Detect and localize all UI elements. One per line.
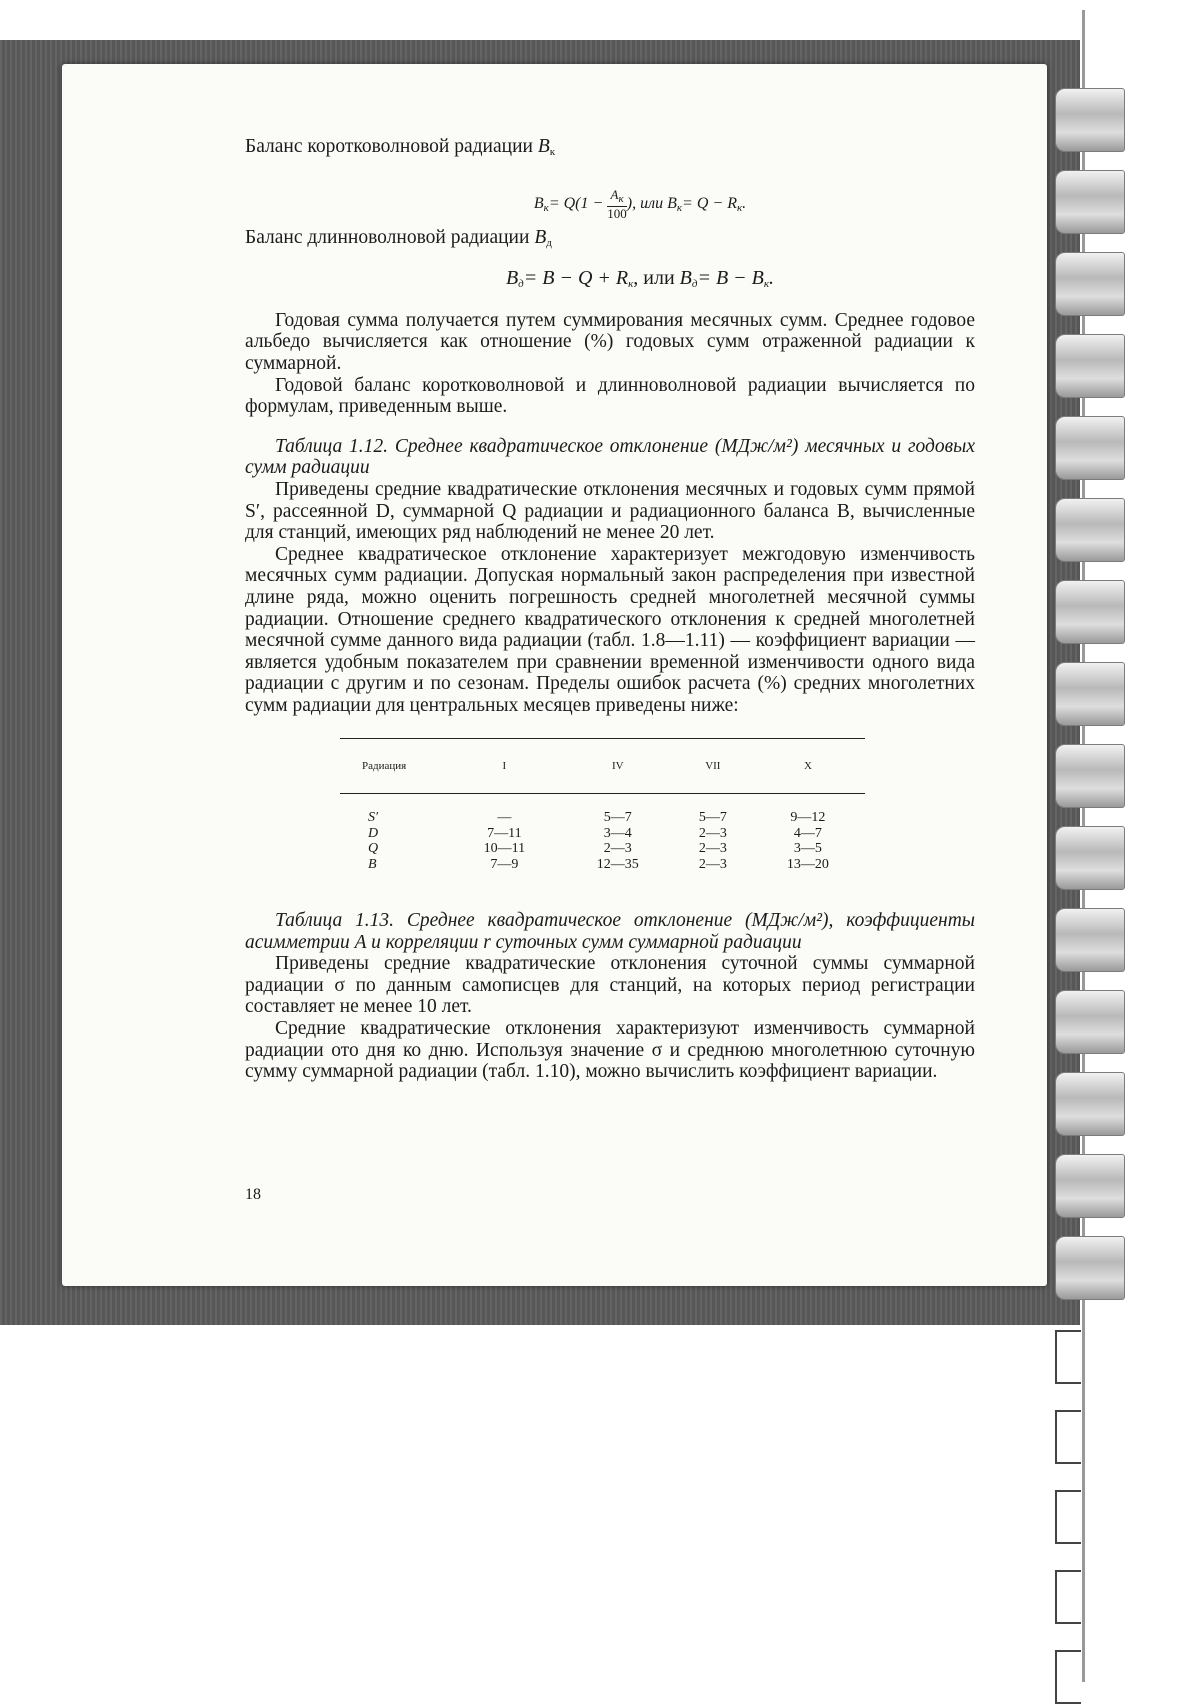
formula1-tail-sub: к xyxy=(736,201,743,214)
table-cell: 12—35 xyxy=(596,856,639,872)
longwave-symbol-subscript: д xyxy=(546,236,552,249)
table-row xyxy=(340,857,865,873)
table-cell: 10—11 xyxy=(483,841,526,857)
table-header-row xyxy=(340,739,865,794)
spacer xyxy=(245,872,975,910)
intro-longwave-text: Баланс длинноволновой радиации xyxy=(245,226,530,248)
shortwave-symbol-subscript: к xyxy=(549,146,556,158)
formula2-eq: = B − Q + R xyxy=(523,267,629,290)
formula2-end: . xyxy=(769,267,775,290)
shortwave-symbol: B xyxy=(537,136,550,157)
column-header-X: X xyxy=(751,739,865,794)
binding-ring xyxy=(1055,1154,1125,1218)
table-cell: 5—7 xyxy=(603,810,632,826)
formula1-eq: = Q(1 − xyxy=(548,194,608,212)
binding-clip xyxy=(1055,1650,1081,1704)
binding-clip xyxy=(1055,1330,1081,1384)
formula2-rhs-sub: д xyxy=(691,278,698,291)
binding-ring xyxy=(1055,252,1125,316)
longwave-symbol: B xyxy=(534,226,547,248)
formula2-lhs: B xyxy=(505,267,519,290)
binding-ring xyxy=(1055,826,1125,890)
formula1-frac-num: A xyxy=(610,186,619,202)
row-label: D xyxy=(368,825,379,841)
binding-ring xyxy=(1055,580,1125,644)
binding-clip xyxy=(1055,1570,1081,1624)
table-cell: 7—9 xyxy=(490,856,519,872)
column-header-VII: VII xyxy=(675,739,751,794)
spacer xyxy=(245,418,975,436)
binding-ring xyxy=(1055,1072,1125,1136)
formula1-lhs: B xyxy=(533,194,544,212)
binding-ring xyxy=(1055,334,1125,398)
formula2-mid: , или xyxy=(633,267,680,290)
formula2-rhs: B xyxy=(679,267,692,290)
table-1-12-caption: Таблица 1.12. Среднее квадратическое отклонение (МДж/м²) месячных и годовых сумм радиации xyxy=(245,435,975,479)
binding-ring xyxy=(1055,170,1125,234)
paragraph-1-12-description: Приведены средние квадратические отклонения месячных и годовых сумм прямой S′, рассеянной D, суммарной Q радиации и радиационного баланса B, вычисленные для станций, имеющих ряд наблюдений не менее 20 лет. xyxy=(245,478,975,544)
table-cell: 2—3 xyxy=(698,856,727,872)
formula1-mid: ), или xyxy=(626,194,668,212)
binding-ring xyxy=(1055,662,1125,726)
table-cell: 2—3 xyxy=(698,825,727,841)
binding-ring xyxy=(1055,88,1125,152)
table-row xyxy=(340,841,865,857)
formula1-rhs: B xyxy=(667,194,677,212)
paragraph-annual-sum: Годовая сумма получается путем суммирования месячных сумм. Среднее годовое альбедо вычисляется как отношение (%) годовых сумм отраженной радиации к суммарной. xyxy=(245,309,975,374)
formula1-end: . xyxy=(742,194,747,212)
formula1-rhs-sub: к xyxy=(676,201,683,214)
table-cell: 9—12 xyxy=(790,810,826,826)
error-limits-table xyxy=(340,738,865,872)
binding-clip xyxy=(1055,1490,1081,1544)
binding-ring xyxy=(1055,498,1125,562)
intro-shortwave-balance xyxy=(245,136,975,164)
table-cell: 3—4 xyxy=(603,825,632,841)
table-cell: 13—20 xyxy=(786,856,829,872)
formula1-fraction xyxy=(607,188,627,221)
column-header-radiation: Радиация xyxy=(340,739,448,794)
table-1-13-caption: Таблица 1.13. Среднее квадратическое отклонение (МДж/м²), коэффициенты асимметрии A и корреляции r суточных сумм суммарной радиации xyxy=(245,910,975,953)
binding-ring xyxy=(1055,416,1125,480)
table-cell: 2—3 xyxy=(603,841,632,857)
formula2-tail: = B − B xyxy=(697,267,764,290)
table-cell: 7—11 xyxy=(487,825,522,841)
table-cell: 4—7 xyxy=(793,825,822,841)
formula1-lhs-sub: к xyxy=(543,201,549,214)
formula-longwave-balance xyxy=(305,268,975,296)
binding-clip xyxy=(1055,1410,1081,1464)
paragraph-1-12-variability: Среднее квадратическое отклонение характеризует межгодовую изменчивость месячных сумм радиации. Допуская нормальный закон распределения при известной длине ряда, можно оценить погрешность средней многолетней месячной суммы радиации. Отношение среднего квадратического отклонения к средней многолетней месячной сумме данного вида радиации (табл. 1.8—1.11) — коэффициент вариации — является удобным показателем при сравнении временной изменчивости одного вида радиации с другим и по сезонам. Пределы ошибок расчета (%) средних многолетних сумм радиации для центральных месяцев приведены ниже: xyxy=(245,543,975,716)
formula2-tail-sub: к xyxy=(763,278,770,291)
row-label: Q xyxy=(368,841,379,857)
row-label: B xyxy=(368,856,377,872)
table-row xyxy=(340,794,865,826)
binding-ring xyxy=(1055,908,1125,972)
binding-ring xyxy=(1055,744,1125,808)
formula1-frac-den: 100 xyxy=(607,205,627,221)
formula1-frac-num-sub: к xyxy=(618,192,624,205)
intro-shortwave-text: Баланс коротковолновой радиации xyxy=(245,136,533,157)
paragraph-1-13-variability: Средние квадратические отклонения характеризуют изменчивость суммарной радиации ото дня ко дню. Используя значение σ и среднюю многолетнюю суточную сумму суммарной радиации (табл. 1.10), можно вычислить коэффициент вариации. xyxy=(245,1018,975,1083)
page-content xyxy=(245,136,975,1083)
table-row xyxy=(340,826,865,842)
formula1-tail: = Q − R xyxy=(682,194,737,212)
table-cell: 2—3 xyxy=(698,841,727,857)
formula2-eq-sub: к xyxy=(628,278,634,291)
intro-longwave-balance xyxy=(245,227,975,255)
binding-ring xyxy=(1055,990,1125,1054)
column-header-IV: IV xyxy=(561,739,675,794)
formula2-lhs-sub: д xyxy=(518,278,524,291)
row-label: S′ xyxy=(368,810,379,826)
table-cell: 5—7 xyxy=(698,810,727,826)
page-number: 18 xyxy=(245,1186,261,1203)
table-cell: — xyxy=(497,810,512,826)
table-cell: 3—5 xyxy=(793,841,822,857)
paragraph-1-13-description: Приведены средние квадратические отклонения суточной суммы суммарной радиации σ по данным самописцев для станций, на которых период регистрации составляет не менее 10 лет. xyxy=(245,953,975,1018)
paragraph-annual-balance: Годовой баланс коротковолновой и длинноволновой радиации вычисляется по формулам, приведенным выше. xyxy=(245,374,975,418)
binding-ring xyxy=(1055,1236,1125,1300)
column-header-I: I xyxy=(448,739,561,794)
formula-shortwave-balance xyxy=(305,188,975,221)
